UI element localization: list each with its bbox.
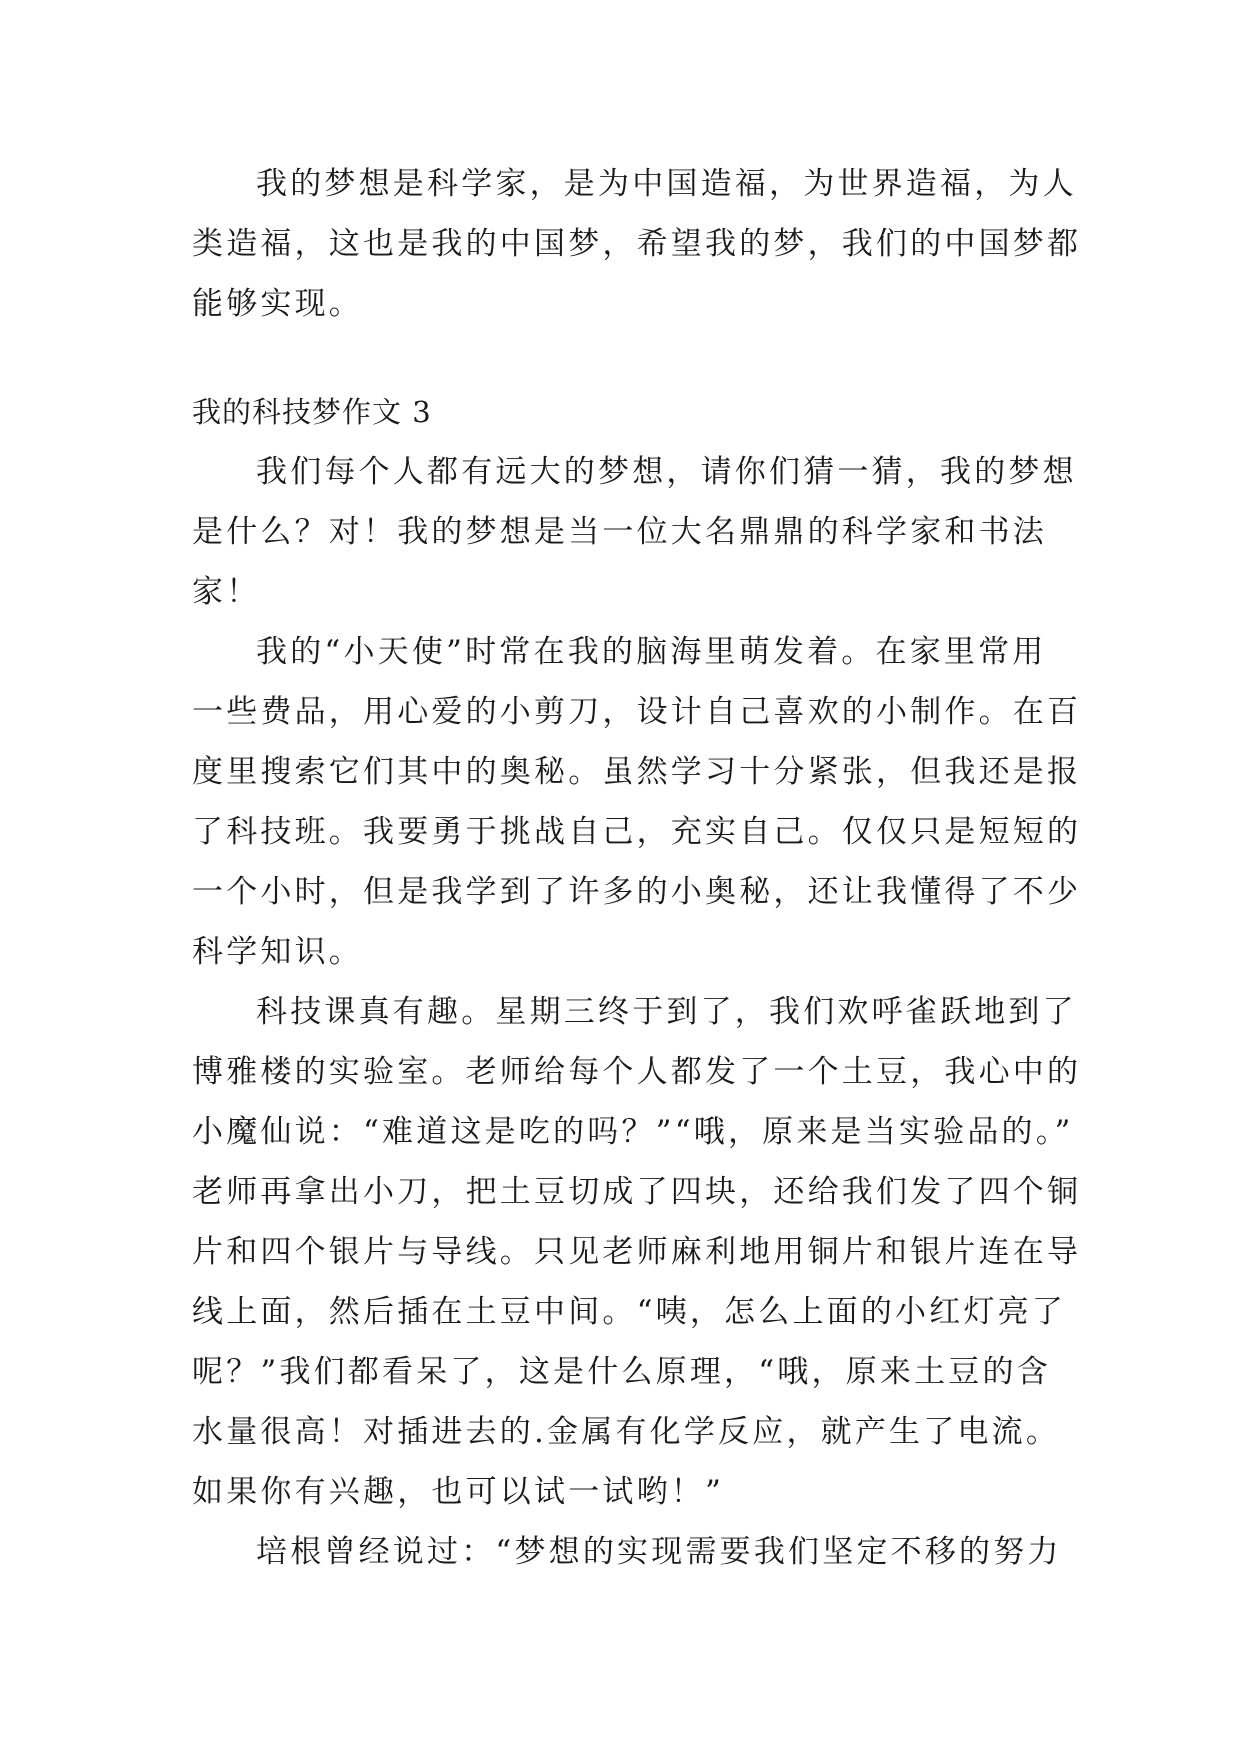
section-title-block xyxy=(192,382,1048,442)
paragraph-line: 我的“小天使”时常在我的脑海里萌发着。在家里常用 xyxy=(256,634,1047,670)
paragraph-line: 家！ xyxy=(192,574,261,610)
paragraph-dream-scientist xyxy=(192,154,1082,334)
paragraph-line: 一个小时，但是我学到了许多的小奥秘，还让我懂得了不少 xyxy=(192,874,1082,910)
paragraph-line: 科技课真有趣。星期三终于到了，我们欢呼雀跃地到了 xyxy=(256,994,1077,1030)
paragraph-line: 我们每个人都有远大的梦想，请你们猜一猜，我的梦想 xyxy=(256,454,1077,490)
paragraph-line: 呢？”我们都看呆了，这是什么原理，“哦，原来土豆的含 xyxy=(192,1354,1051,1390)
paragraph-line: 科学知识。 xyxy=(192,934,363,970)
section-title: 我的科技梦作文 3 xyxy=(192,395,432,429)
paragraph-line: 类造福，这也是我的中国梦，希望我的梦，我们的中国梦都 xyxy=(192,226,1082,262)
paragraph-science-class xyxy=(192,982,1082,1522)
paragraph-line: 了科技班。我要勇于挑战自己，充实自己。仅仅只是短短的 xyxy=(192,814,1082,850)
paragraph-little-angel xyxy=(192,622,1082,982)
paragraph-line: 我的梦想是科学家，是为中国造福，为世界造福，为人 xyxy=(256,166,1077,202)
paragraph-line: 能够实现。 xyxy=(192,286,363,322)
paragraph-line: 片和四个银片与导线。只见老师麻利地用铜片和银片连在导 xyxy=(192,1234,1082,1270)
paragraph-line: 博雅楼的实验室。老师给每个人都发了一个土豆，我心中的 xyxy=(192,1054,1082,1090)
paragraph-line: 水量很高！对插进去的.金属有化学反应，就产生了电流。 xyxy=(192,1414,1061,1450)
paragraph-line: 线上面，然后插在土豆中间。“咦，怎么上面的小红灯亮了 xyxy=(192,1294,1067,1330)
paragraph-line: 是什么？对！我的梦想是当一位大名鼎鼎的科学家和书法 xyxy=(192,514,1047,550)
paragraph-bacon-quote xyxy=(192,1522,1062,1582)
paragraph-line: 一些费品，用心爱的小剪刀，设计自己喜欢的小制作。在百 xyxy=(192,694,1082,730)
paragraph-line: 老师再拿出小刀，把土豆切成了四块，还给我们发了四个铜 xyxy=(192,1174,1082,1210)
paragraph-line: 度里搜索它们其中的奥秘。虽然学习十分紧张，但我还是报 xyxy=(192,754,1082,790)
paragraph-line: 如果你有兴趣，也可以试一试哟！” xyxy=(192,1474,725,1510)
paragraph-line: 培根曾经说过：“梦想的实现需要我们坚定不移的努力 xyxy=(256,1534,1062,1570)
paragraph-everyone-has-dream xyxy=(192,442,1077,622)
paragraph-line: 小魔仙说：“难道这是吃的吗？”“哦，原来是当实验品的。” xyxy=(192,1114,1074,1150)
